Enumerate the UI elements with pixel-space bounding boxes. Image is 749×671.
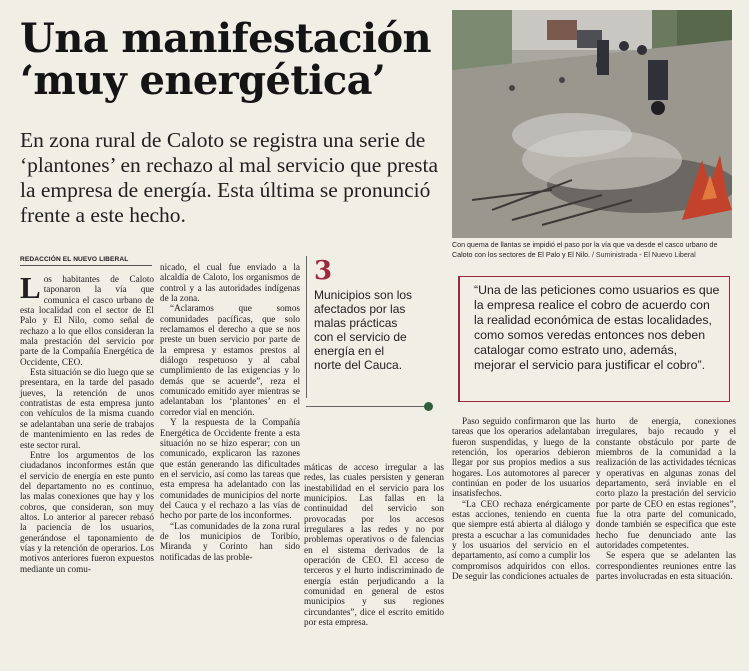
article-column-5 (596, 416, 736, 582)
pull-quote: “Una de las peticiones como usuarios es que la empresa realice el cobro de acuerdo con la realidad económica de estas localidades, como somos veredas entonces nos deben catalogar como estrato uno, además, mejorar el servicio para justificar el cobro”. (458, 276, 730, 402)
photo-caption (452, 240, 737, 260)
news-photo (452, 10, 732, 238)
paragraph: nicado, el cual fue enviado a la alcaldía de Caloto, los organismos de control y a las autoridades indígenas de la zona. (160, 262, 300, 304)
headline-line-2: ‘muy energética’ (20, 57, 386, 104)
article-column-1 (20, 270, 154, 574)
caption-text: Con quema de llantas se impidió el paso por la vía que va desde el casco urbano de Caloto con los sectores de El Palo y El Nilo. (452, 241, 718, 259)
paragraph (20, 270, 154, 367)
paragraph: Se espera que se adelanten las correspondientes reuniones entre las partes involucradas en esta situación. (596, 550, 736, 582)
deck: En zona rural de Caloto se registra una serie de ‘plantones’ en rechazo al mal servicio que presta la empresa de energía. Esta última se pronunció frente a este hecho. (20, 128, 439, 227)
paragraph: “Aclaramos que somos comunidades pacíficas, que solo reclamamos el derecho a que se nos preste un buen servicio por parte de la empresa y estamos prestos al diálogo respetuoso y al cabal cumplimiento de las exigencias y lo demás que se acuerde”, reza el comunicado emitido ayer mientras se adelantaban los ‘plantones’ en el corredor vial en mención. (160, 303, 300, 417)
headline (20, 15, 445, 104)
paragraph: Paso seguido confirmaron que las tareas que los operarios adelantaban fueron suspendidas, y luego de la retención, los operarios debieron llegar por sus propios medios a sus hogares. Los automotores al parecer continúan en poder de los usuarios insatisfechos. (452, 416, 590, 499)
paragraph: Entre los argumentos de los ciudadanos inconformes están que el servicio de energía en este punto del departamento no es continuo, las malas conexiones que hay y los cobros, que consideran, son muy altos. Lo anterior al parecer rebasó la paciencia de los usuarios, generándose el taponamiento de vías y la retención de operarios. Los motivos anteriores fueron expuestos mediante un comu- (20, 449, 154, 574)
caption-credit: / Suministrada - El Nuevo Liberal (591, 251, 696, 259)
article-column-4 (452, 416, 590, 582)
fact-text: Municipios son los afectados por las malas prácticas con el servicio de energía en el norte del Cauca. (314, 288, 413, 372)
paragraph: “La CEO rechaza enérgicamente estas acciones, teniendo en cuenta que siempre está abierta al diálogo y presta a escuchar a las comunidades y los usuarios del servicio en el departamento, así como a cumplir los compromisos adquiridos con ellos. De seguir las condiciones actuales de (452, 498, 590, 582)
paragraph: máticas de acceso irregular a las redes, las cuales persisten y generan inestabilidad en el servicio para los municipios. Las fallas en la continuidad del servicio son provocadas por los accesos irregulares a las redes y no por problemas operativos o de falencias en el sistema derivados de la operación de CEO. El acceso de terceros y el hurto indiscriminado de energía están perjudicando a la comunidad en general de estos municipios y sus regiones circundantes”, dice el escrito emitido por esta empresa. (304, 462, 444, 628)
fact-box-rule (306, 256, 307, 398)
drop-cap: L (20, 270, 41, 305)
paragraph: Y la respuesta de la Compañía Energética de Occidente frente a esta situación no se hizo esperar; con un comunicado, explicaron las razones que están generando las dificultades en el servicio, así como las tareas que esta empresa ha adelantado con las comunidades de municipios del norte del Cauca y el rechazo a las vías de hecho por parte de los inconformes. (160, 417, 300, 521)
headline-line-1: Una manifestación (20, 15, 432, 62)
paragraph-text: os habitantes de Caloto taponaron la vía que comunica el casco urbano de esta localidad con el sector de El Palo y El Nilo, como señal de rechazo a lo que ellos consideran la mala prestación del servicio por parte de la Compañía Energética de Occidente, CEO. (20, 274, 154, 367)
paragraph: Esta situación se dio luego que se presentara, en la tarde del pasado jueves, la retención de unos contratistas de esta empresa junto con vehículos de la misma cuando se adelantaban una serie de trabajos de mantenimiento en las redes de este sector rural. (20, 367, 154, 450)
paragraph: hurto de energía, conexiones irregulares, bajo recaudo y el constante obstáculo por parte de miembros de la comunidad a la realización de las actividades técnicas y operativas en algunas zonas del departamento, será inviable en el corto plazo la prestación del servicio por parte de CEO en estas regiones”, fue la otra parte del comunicado, donde también se especifica que este hecho fue denunciado ante las autoridades competentes. (596, 416, 736, 551)
article-column-3 (304, 462, 444, 628)
fact-box-dot (424, 402, 433, 411)
fact-box-bottom-rule (306, 406, 426, 407)
byline: REDACCIÓN EL NUEVO LIBERAL (20, 256, 152, 266)
paragraph: “Las comunidades de la zona rural de los municipios de Toribío, Miranda y Corinto han sido notificadas de las proble- (160, 520, 300, 562)
road-blockade-photo (452, 10, 732, 238)
fact-number: 3 (314, 256, 333, 286)
article-column-2 (160, 262, 300, 562)
